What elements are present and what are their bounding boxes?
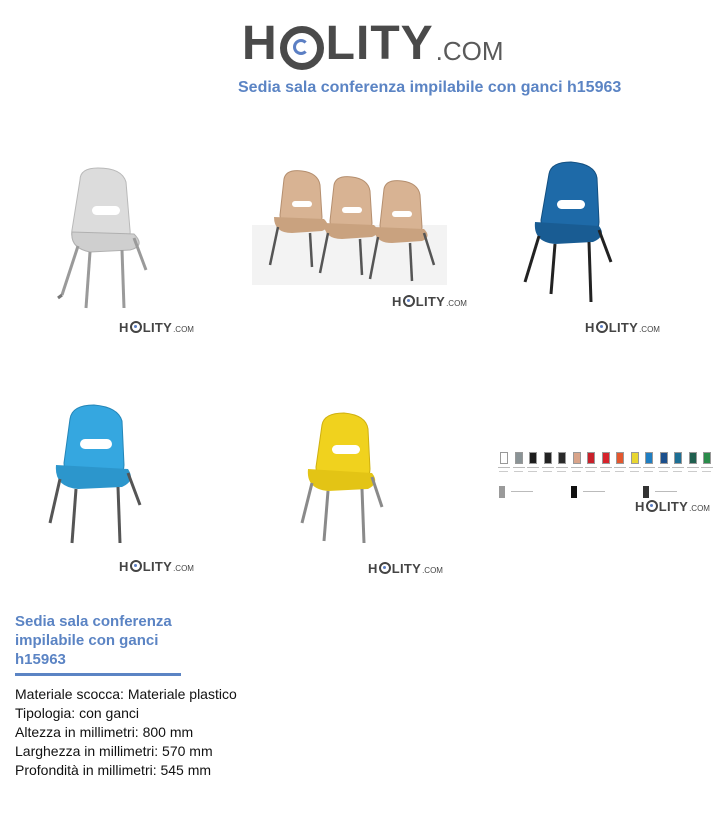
- product-image-yellow[interactable]: [292, 405, 392, 555]
- chair-shape-grey: [58, 168, 146, 308]
- chair-row-illustration: [252, 165, 447, 300]
- swatch-caption: [659, 471, 668, 472]
- watermark-logo-4: H LITY .COM: [119, 559, 194, 574]
- spec-depth: Profondità in millimetri: 545 mm: [15, 762, 212, 778]
- color-swatch[interactable]: [689, 452, 697, 464]
- swatch-caption: [556, 467, 568, 468]
- watermark-logo-6: H LITY .COM: [635, 499, 710, 514]
- spec-material: Materiale scocca: Materiale plastico: [15, 686, 237, 702]
- swatch-caption: [644, 471, 653, 472]
- logo-text: LITY: [325, 17, 434, 70]
- swatch-caption: [586, 471, 595, 472]
- color-swatch[interactable]: [660, 452, 668, 464]
- color-swatch[interactable]: [587, 452, 595, 464]
- chair-shape-yellow: [302, 413, 382, 543]
- swatch-caption: [542, 467, 554, 468]
- frame-color-swatch[interactable]: [643, 486, 649, 498]
- color-swatch[interactable]: [631, 452, 639, 464]
- color-swatch[interactable]: [703, 452, 711, 464]
- title-underline: [15, 673, 181, 676]
- swatch-caption: [643, 467, 655, 468]
- frame-caption: [511, 491, 533, 492]
- swatch-caption: [630, 471, 639, 472]
- swatch-caption: [527, 467, 539, 468]
- spec-height: Altezza in millimetri: 800 mm: [15, 724, 194, 740]
- swatch-caption: [702, 471, 711, 472]
- watermark-logo-2: H LITY .COM: [392, 294, 467, 309]
- swatch-caption: [615, 471, 624, 472]
- color-swatch[interactable]: [558, 452, 566, 464]
- swatch-caption: [600, 467, 612, 468]
- swatch-caption: [673, 471, 682, 472]
- swatch-caption: [701, 467, 713, 468]
- swatch-caption: [543, 471, 552, 472]
- color-swatch[interactable]: [529, 452, 537, 464]
- color-swatch[interactable]: [500, 452, 508, 464]
- frame-caption: [583, 491, 605, 492]
- swatch-caption: [687, 467, 699, 468]
- product-image-beige-row[interactable]: [252, 165, 447, 300]
- color-swatch[interactable]: [645, 452, 653, 464]
- swatch-caption: [513, 467, 525, 468]
- watermark-logo-3: H LITY .COM: [585, 320, 660, 335]
- spec-width: Larghezza in millimetri: 570 mm: [15, 743, 213, 759]
- color-swatch-chart[interactable]: [497, 452, 712, 500]
- swatch-caption: [571, 467, 583, 468]
- watermark-logo-5: H LITY .COM: [368, 561, 443, 576]
- swatch-caption: [499, 471, 508, 472]
- site-logo[interactable]: [242, 12, 504, 68]
- color-swatch[interactable]: [616, 452, 624, 464]
- watermark-logo-1: H LITY .COM: [119, 320, 194, 335]
- chair-shape-light-blue: [50, 405, 140, 543]
- logo-domain-suffix: .COM: [435, 36, 504, 66]
- product-image-grey[interactable]: [50, 150, 160, 320]
- chair-illustration: [292, 405, 392, 555]
- color-swatch[interactable]: [674, 452, 682, 464]
- color-swatch[interactable]: [573, 452, 581, 464]
- swatch-caption: [614, 467, 626, 468]
- swatch-caption: [498, 467, 510, 468]
- chair-illustration: [50, 150, 160, 320]
- color-swatch[interactable]: [602, 452, 610, 464]
- chair-shape-blue: [525, 162, 611, 302]
- swatch-caption: [601, 471, 610, 472]
- product-image-light-blue[interactable]: [42, 395, 152, 555]
- swatch-caption: [688, 471, 697, 472]
- swatch-caption: [514, 471, 523, 472]
- swatch-caption: [672, 467, 684, 468]
- product-title: Sedia sala conferenza impilabile con ganci h15963: [15, 613, 172, 668]
- swatch-caption: [658, 467, 670, 468]
- logo-letter-h: H: [242, 17, 278, 70]
- product-specs: [15, 685, 237, 780]
- chair-illustration: [42, 395, 152, 555]
- page-title: Sedia sala conferenza impilabile con ganci h15963: [238, 79, 622, 96]
- logo-o-icon: [280, 26, 324, 70]
- chair-illustration: [515, 150, 620, 310]
- swatch-caption: [528, 471, 537, 472]
- swatch-caption: [572, 471, 581, 472]
- color-swatch[interactable]: [515, 452, 523, 464]
- spec-type: Tipologia: con ganci: [15, 705, 140, 721]
- frame-color-swatch[interactable]: [499, 486, 505, 498]
- product-image-blue[interactable]: [515, 150, 620, 310]
- frame-color-swatch[interactable]: [571, 486, 577, 498]
- frame-caption: [655, 491, 677, 492]
- swatch-caption: [629, 467, 641, 468]
- swatch-caption: [585, 467, 597, 468]
- swatch-caption: [557, 471, 566, 472]
- color-swatch[interactable]: [544, 452, 552, 464]
